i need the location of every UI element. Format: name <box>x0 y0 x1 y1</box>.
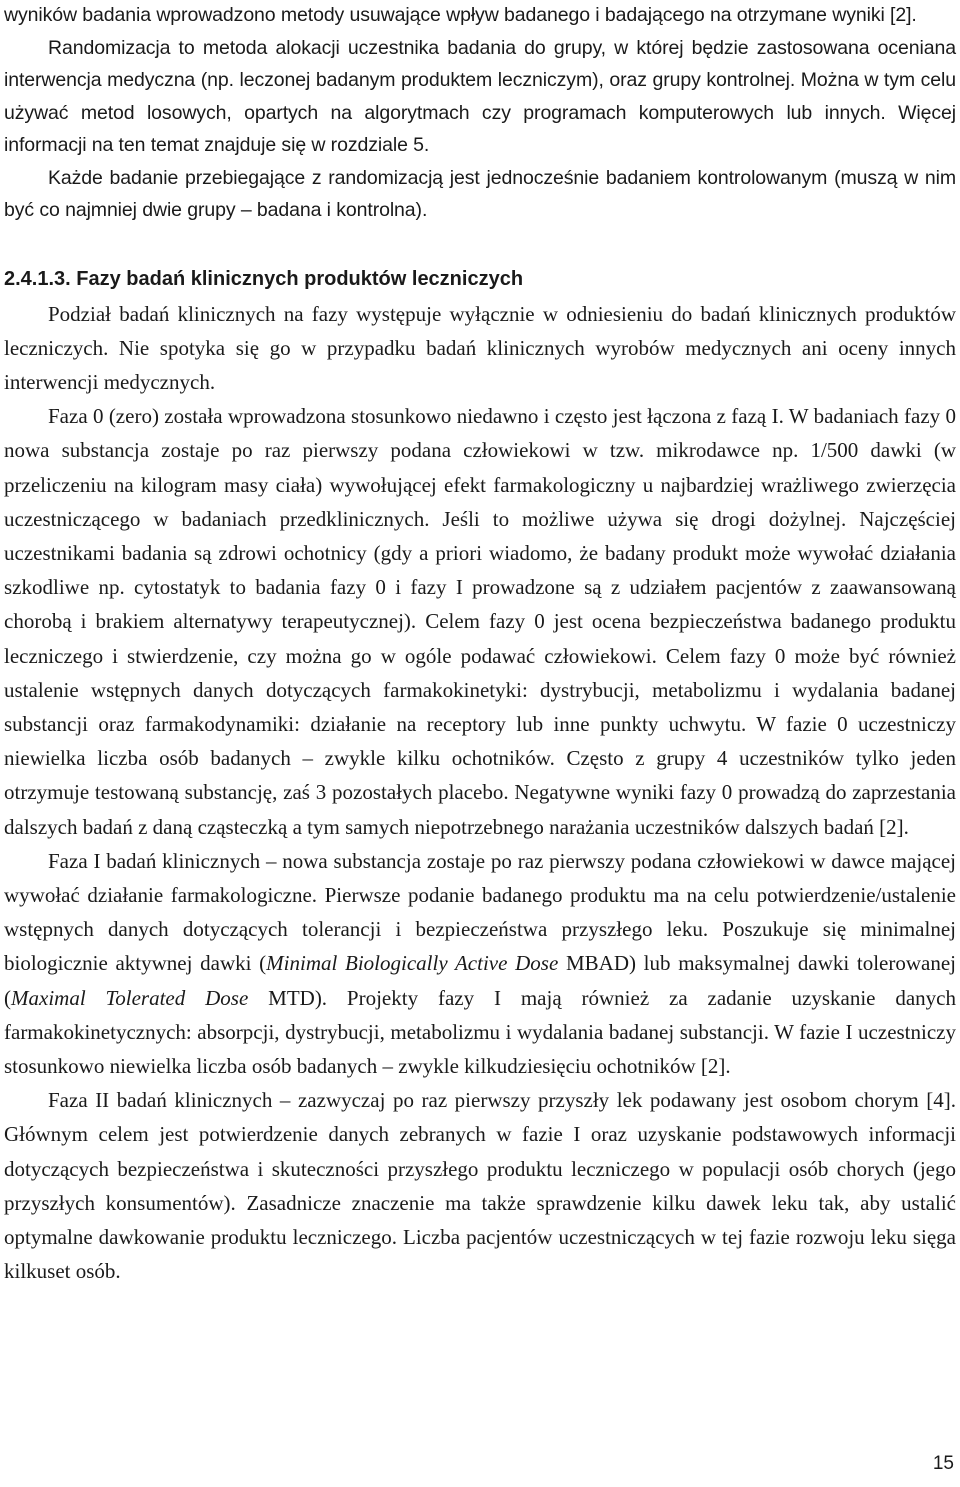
phase-1-text-a: Faza I badań klinicznych – nowa substancja zostaje po raz pierwszy podana człowiekowi w dawce mającej wywołać działanie farmakologiczne. Pierwsze podanie badanego produktu ma na celu potwierdzenie/ustalenie wstępnych danych dotyczących tolerancji i bezpieczeństwa przyszłego leku. Poszukuje się minimalnej biologicznie aktywnej dawki ( <box>4 848 956 976</box>
term-mtd: Maximal Tolerated Dose <box>11 985 249 1010</box>
phase-1-text-b: MBAD) lub maksymalnej dawki tolerowanej ( <box>4 951 957 1010</box>
paragraph-phase-division: Podział badań klinicznych na fazy występuje wyłącznie w odniesieniu do badań klinicznych produktów leczniczych. Nie spotyka się go w przypadku badań klinicznych wyrobów medycznych ani oceny innych interwencji medycznych. <box>4 301 956 394</box>
document-page <box>4 0 956 1288</box>
paragraph-phase-0: Faza 0 (zero) została wprowadzona stosunkowo niedawno i często jest łączona z fazą I. W badaniach fazy 0 nowa substancja zostaje po raz pierwszy podana człowiekowi w tzw. mikrodawce np. 1/500 dawki (w przeliczeniu na kilogram masy ciała) wywołującej efekt farmakologiczny u najbardziej wrażliwego zwierzęcia uczestniczącego w badaniach przedklinicznych. Jeśli to możliwe używa się drogi dożylnej. Najczęściej uczestnikami badania są zdrowi ochotnicy (gdy a priori wiadomo, że badany produkt może wywołać działania szkodliwe np. cytostatyk to badania fazy 0 i fazy I prowadzone są z udziałem pacjentów z zaawansowaną chorobą i brakiem alternatywy terapeutycznej). Celem fazy 0 jest ocena bezpieczeństwa badanego produktu leczniczego i stwierdzenie, czy można go w ogóle podawać człowiekowi. Celem fazy 0 może być również ustalenie wstępnych danych dotyczących farmakokinetyki: dystrybucji, metabolizmu i wydalania badanej substancji oraz farmakodynamiki: działanie na receptory lub inne punkty uchwytu. W fazie 0 uczestniczy niewielka liczba osób badanych – zwykle kilku ochotników. Często z grupy 4 uczestników tylko jeden otrzymuje testowaną substancję, zaś 3 pozostałych placebo. Negatywne wyniki fazy 0 prowadzą do zaprzestania dalszych badań z daną cząsteczką a tym samych niepotrzebnego narażania uczestników dalszych badań [2]. <box>4 404 956 839</box>
paragraph-phase-2: Faza II badań klinicznych – zazwyczaj po raz pierwszy przyszły lek podawany jest osobom chorym [4]. Głównym celem jest potwierdzenie danych zebranych w fazie I oraz uzyskanie podstawowych informacji dotyczących bezpieczeństwa i skuteczności przyszłego produktu leczniczego w populacji osób chorych (jego przyszłych konsumentów). Zasadnicze znaczenie ma także sprawdzenie kilku dawek leku tak, aby ustalić optymalne dawkowanie produktu leczniczego. Liczba pacjentów uczestniczących w tej fazie rozwoju leku sięga kilkuset osób. <box>4 1088 956 1284</box>
section-heading: 2.4.1.3. Fazy badań klinicznych produktów leczniczych <box>4 267 524 290</box>
term-mbad: Minimal Biologically Active Dose <box>266 951 559 976</box>
intro-paragraph-controlled-trial: Każde badanie przebiegające z randomizacją jest jednocześnie badaniem kontrolowanym (muszą w nim być co najmniej dwie grupy – badana i kontrolna). <box>4 166 956 221</box>
paragraph-phase-1 <box>4 844 956 1083</box>
intro-paragraph-continuation: wyników badania wprowadzono metody usuwające wpływ badanego i badającego na otrzymane wyniki [2]. <box>4 4 917 26</box>
section-body <box>4 297 956 1289</box>
page-number: 15 <box>932 1453 954 1474</box>
intro-paragraph-randomization: Randomizacja to metoda alokacji uczestnika badania do grupy, w której będzie zastosowana oceniana interwencja medyczna (np. leczonej badanym produktem leczniczym), oraz grupy kontrolnej. Można w tym celu używać metod losowych, opartych na algorytmach czy programach komputerowych lub innych. Więcej informacji na ten temat znajduje się w rozdziale 5. <box>4 36 956 156</box>
phase-1-text-c: MTD). Projekty fazy I mają również za zadanie uzyskanie danych farmakokinetycznych: absorpcji, dystrybucji, metabolizmu i wydalania badanej substancji. W fazie I uczestniczy stosunkowo niewielka liczba osób badanych – zwykle kilkudziesięciu ochotników [2]. <box>4 985 956 1078</box>
intro-block <box>4 0 956 227</box>
